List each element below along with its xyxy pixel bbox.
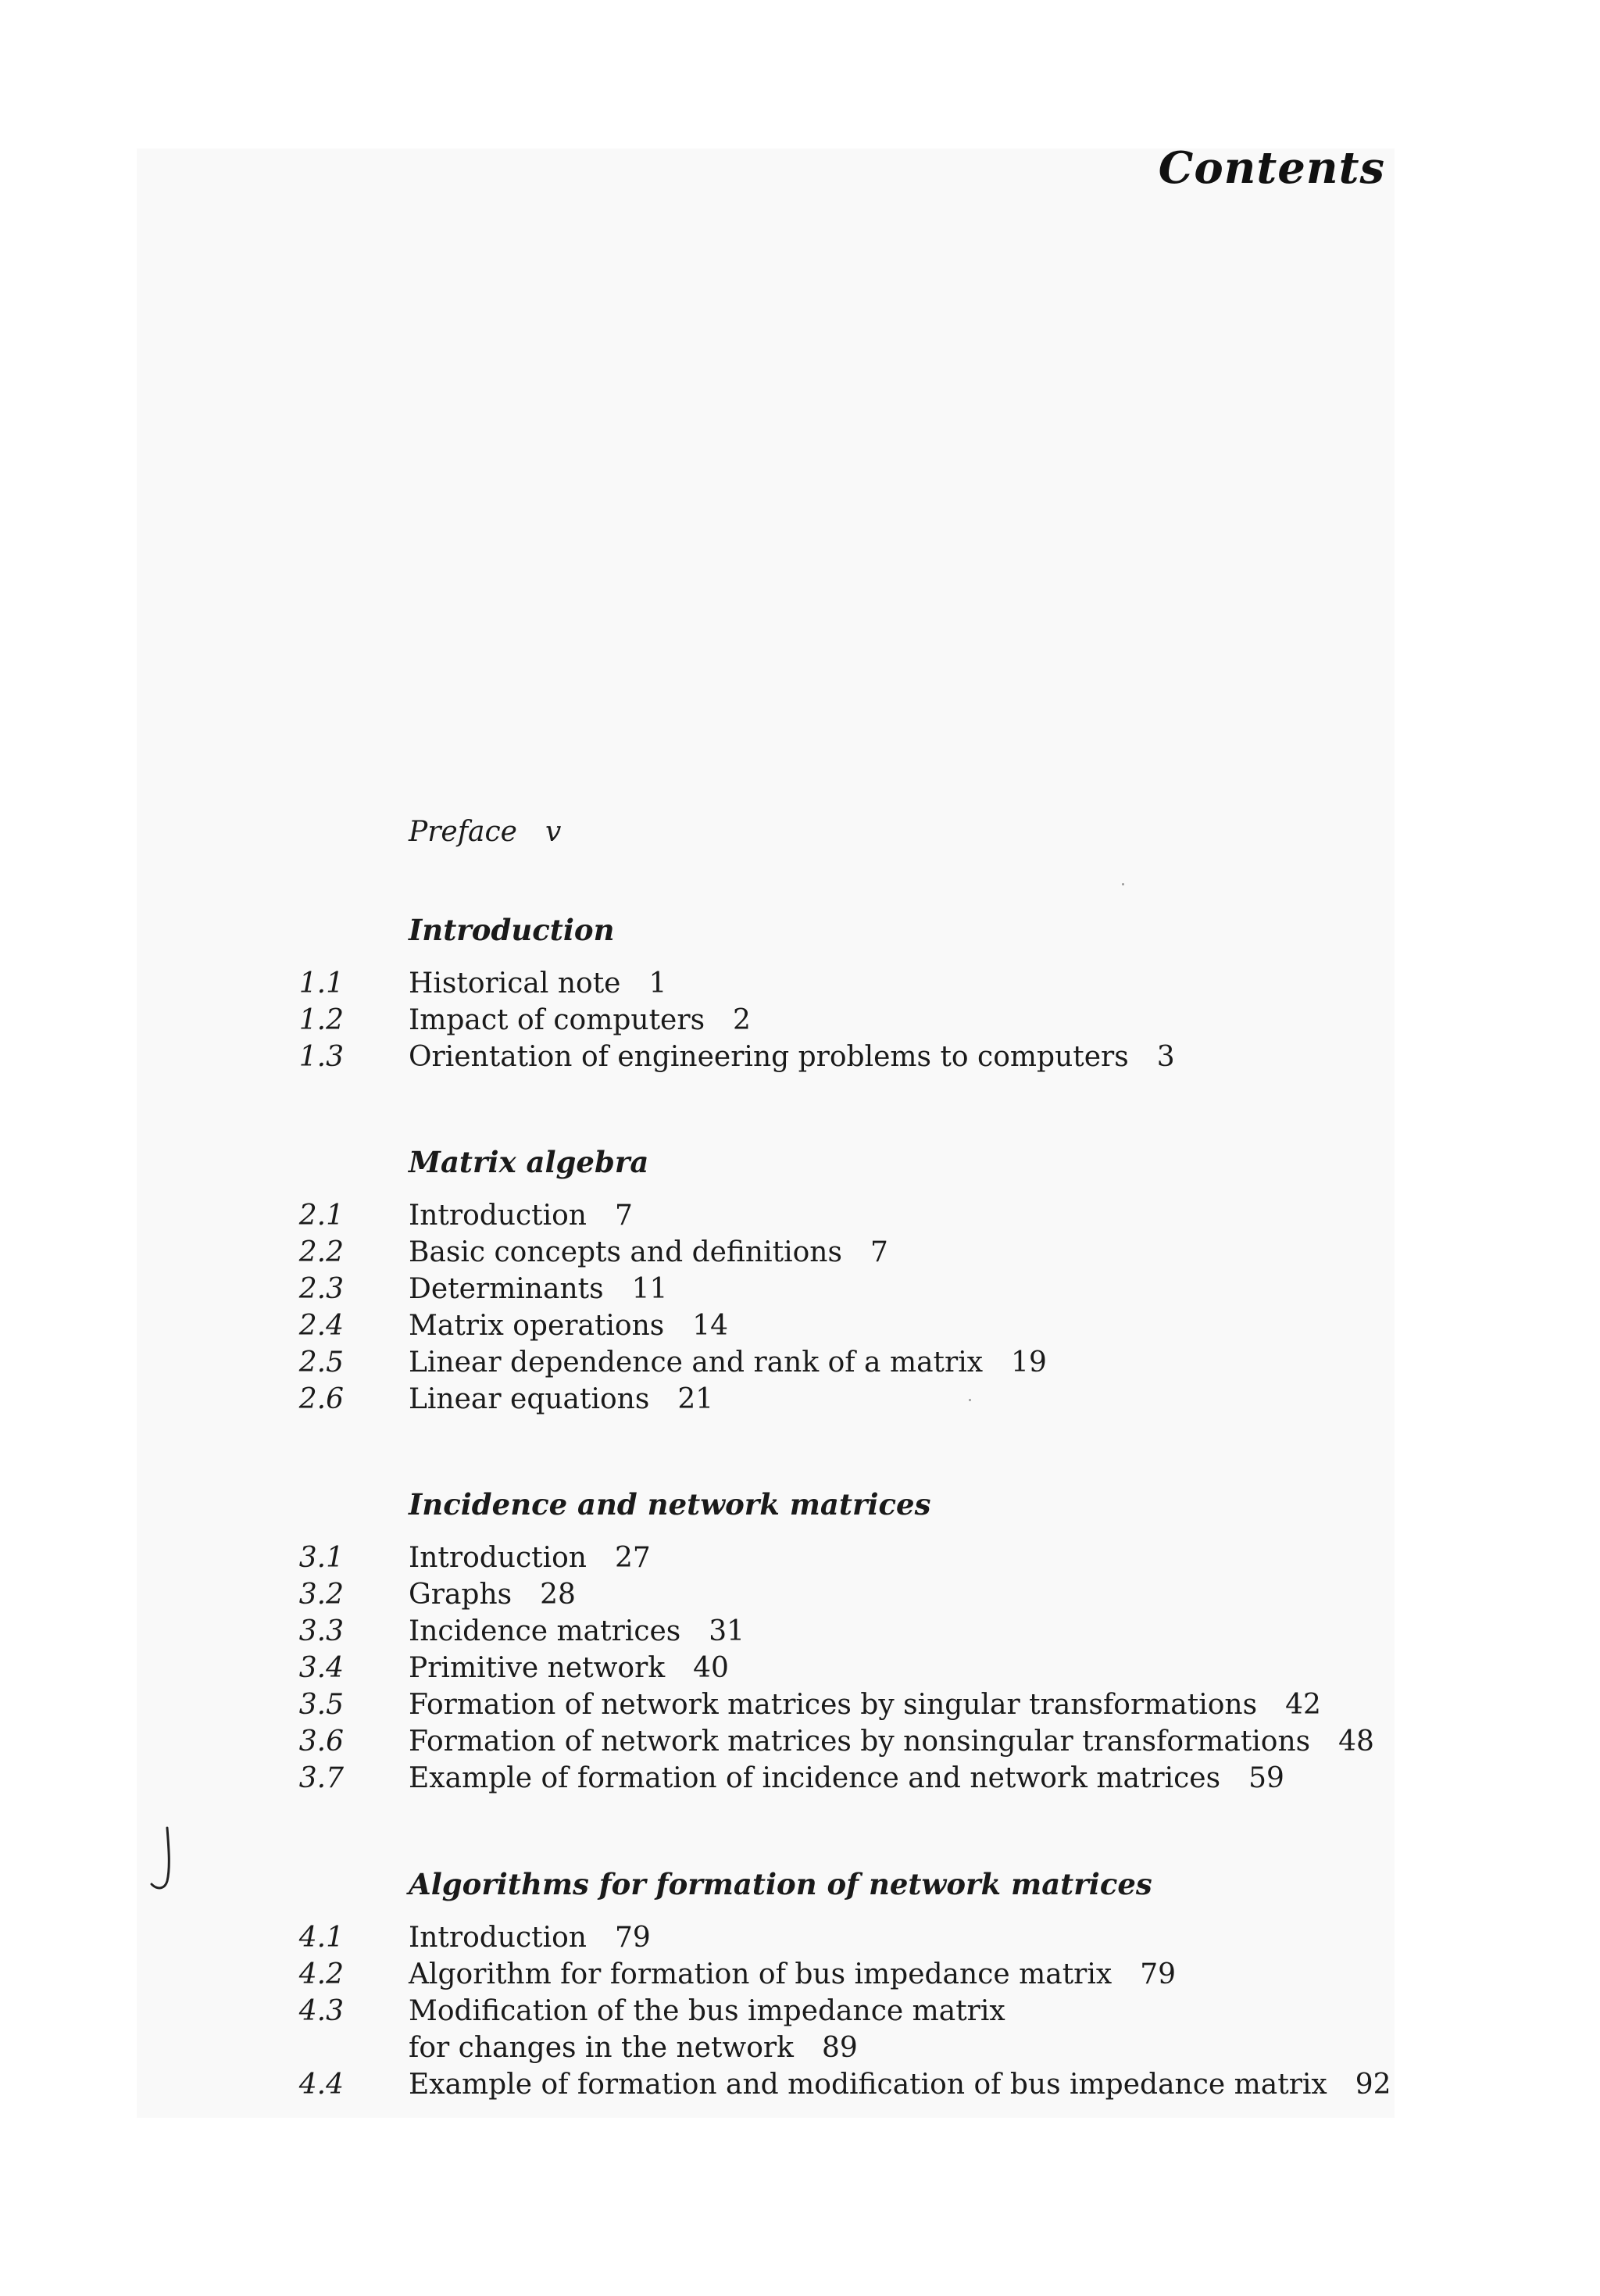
section-title: Introduction	[409, 1542, 587, 1574]
section-number: 2.4	[298, 1310, 344, 1342]
toc-entry[interactable]	[0, 1576, 1600, 1613]
toc-entry[interactable]	[0, 1760, 1600, 1797]
section-title: Determinants	[409, 1273, 604, 1305]
section-page: 79	[1140, 1958, 1177, 1990]
toc-entry[interactable]	[0, 1234, 1600, 1271]
section-page: 3	[1156, 1041, 1175, 1073]
section-number: 1.2	[298, 1004, 344, 1036]
section-number: 2.1	[298, 1200, 344, 1232]
section-title: Basic concepts and definitions	[409, 1236, 842, 1268]
scan-speck	[1122, 883, 1124, 885]
section-page: 2	[733, 1004, 751, 1036]
section-page: 7	[870, 1236, 888, 1268]
toc-entry[interactable]	[0, 1197, 1600, 1234]
section-page: 7	[615, 1200, 633, 1232]
toc-entry[interactable]	[0, 1344, 1600, 1381]
section-number: 3.6	[298, 1726, 344, 1758]
section-title: Impact of computers	[409, 1004, 705, 1036]
section-number: 3.5	[298, 1689, 344, 1721]
section-number: 1.3	[298, 1041, 344, 1073]
section-number: 3.4	[298, 1652, 344, 1684]
section-number: 3.3	[298, 1615, 344, 1647]
section-title: Modification of the bus impedance matrix	[409, 1995, 1005, 2027]
section-title: Example of formation of incidence and network matrices	[409, 1762, 1221, 1794]
toc-entry[interactable]	[0, 1381, 1600, 1418]
section-page: 27	[615, 1542, 651, 1574]
chapter-title: Introduction	[409, 913, 615, 947]
section-page: 42	[1285, 1689, 1321, 1721]
section-page: 89	[821, 2032, 858, 2064]
scanned-page-area	[137, 148, 1395, 2118]
section-title: Matrix operations	[409, 1310, 665, 1342]
section-page: 14	[692, 1310, 729, 1342]
section-page: 92	[1355, 2069, 1391, 2101]
section-title-continued: for changes in the network	[409, 2032, 794, 2064]
section-number: 2.3	[298, 1273, 344, 1305]
toc-entry[interactable]	[0, 1039, 1600, 1075]
section-page: 48	[1338, 1726, 1374, 1758]
chapter-title: Algorithms for formation of network matrices	[409, 1867, 1152, 1901]
toc-entry[interactable]	[0, 1650, 1600, 1686]
section-title: Incidence matrices	[409, 1615, 681, 1647]
section-title: Linear dependence and rank of a matrix	[409, 1346, 984, 1379]
section-number: 1.1	[298, 967, 344, 1000]
scan-speck	[969, 1399, 971, 1401]
section-number: 4.4	[298, 2069, 344, 2101]
preface-entry[interactable]	[409, 813, 561, 852]
toc-entry[interactable]	[0, 1540, 1600, 1576]
page-title: Contents	[1158, 142, 1385, 194]
section-page: 31	[709, 1615, 745, 1647]
section-title: Example of formation and modification of bus impedance matrix	[409, 2069, 1327, 2101]
toc-entry[interactable]	[0, 1002, 1600, 1039]
section-page: 11	[631, 1273, 668, 1305]
section-title: Linear equations	[409, 1383, 650, 1415]
toc-entry[interactable]	[0, 1723, 1600, 1760]
section-number: 3.7	[298, 1762, 344, 1794]
section-page: 28	[540, 1579, 576, 1611]
section-title: Algorithm for formation of bus impedance matrix	[409, 1958, 1112, 1990]
section-page: 19	[1011, 1346, 1047, 1379]
section-number: 3.2	[298, 1579, 344, 1611]
handwritten-mark-icon	[148, 1825, 180, 1895]
section-title: Introduction	[409, 1922, 587, 1954]
section-page: 79	[615, 1922, 651, 1954]
section-page: 40	[693, 1652, 729, 1684]
toc-entry[interactable]	[0, 1993, 1600, 2064]
section-number: 4.3	[298, 1995, 344, 2027]
toc-entry[interactable]	[0, 1307, 1600, 1344]
toc-entry[interactable]	[0, 1956, 1600, 1993]
section-title: Formation of network matrices by nonsingular transformations	[409, 1726, 1311, 1758]
section-page: 59	[1248, 1762, 1284, 1794]
section-title: Introduction	[409, 1200, 587, 1232]
section-title: Formation of network matrices by singular transformations	[409, 1689, 1258, 1721]
toc-entry[interactable]	[0, 1919, 1600, 1956]
section-number: 2.5	[298, 1346, 344, 1379]
toc-entry[interactable]	[0, 1613, 1600, 1650]
preface-label: Preface	[409, 816, 517, 848]
preface-page: v	[545, 816, 562, 848]
toc-entry[interactable]	[0, 2066, 1600, 2103]
section-number: 2.6	[298, 1383, 344, 1415]
section-title: Historical note	[409, 967, 621, 1000]
toc-entry[interactable]	[0, 965, 1600, 1002]
section-page: 21	[677, 1383, 714, 1415]
section-number: 2.2	[298, 1236, 344, 1268]
section-number: 4.2	[298, 1958, 344, 1990]
chapter-title: Incidence and network matrices	[409, 1487, 931, 1522]
section-page: 1	[648, 967, 667, 1000]
section-title: Primitive network	[409, 1652, 666, 1684]
section-title: Orientation of engineering problems to computers	[409, 1041, 1129, 1073]
chapter-title: Matrix algebra	[409, 1145, 649, 1179]
section-number: 3.1	[298, 1542, 344, 1574]
toc-entry[interactable]	[0, 1686, 1600, 1723]
toc-entry[interactable]	[0, 1271, 1600, 1307]
section-number: 4.1	[298, 1922, 344, 1954]
section-title: Graphs	[409, 1579, 512, 1611]
